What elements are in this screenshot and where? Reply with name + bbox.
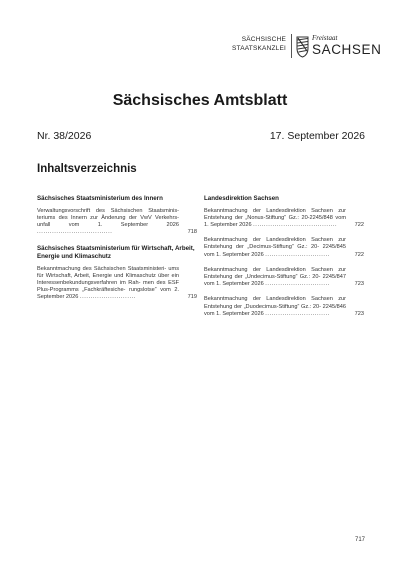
toc-entry-text: vom 1. September 2026 bbox=[204, 214, 346, 228]
toc-entry-text: zur Entstehung der „Undecimus-Stiftung“ Gz.: 20- bbox=[204, 266, 346, 281]
page-number: 717 bbox=[355, 537, 366, 543]
toc-section-heading: Landesdirektion Sachsen bbox=[204, 195, 279, 202]
toc-section bbox=[204, 195, 364, 318]
toc-page-number: 723 bbox=[354, 310, 364, 317]
toc-section bbox=[37, 195, 197, 236]
toc-entry-text: Entstehung der „Nonus-Stiftung“ Gz.: 20-2245/848 bbox=[204, 214, 333, 221]
toc-page-number: 722 bbox=[354, 222, 364, 228]
toc-entry-text: zur Entstehung der „Decimus-Stiftung“ Gz.: 20- bbox=[204, 237, 346, 251]
toc-entry-text: Bekanntmachung der Landesdirektion Sachsen bbox=[204, 266, 333, 273]
toc-entry[interactable] bbox=[37, 266, 197, 302]
toc-entry[interactable] bbox=[204, 208, 364, 230]
toc-entry-text: Bekanntmachung der Landesdirektion Sachsen bbox=[204, 237, 333, 244]
toc-page-number: 723 bbox=[354, 281, 364, 288]
toc-page-number: 722 bbox=[354, 251, 364, 258]
toc-section bbox=[37, 245, 197, 301]
staatskanzlei-logo bbox=[232, 33, 382, 59]
page-title: Sächsisches Amtsblatt bbox=[112, 92, 288, 109]
sachsen-label: SACHSEN bbox=[312, 42, 382, 57]
toc-leader-dots: .......................... bbox=[79, 294, 136, 301]
toc-page-number: 718 bbox=[187, 229, 197, 236]
staatskanzlei-text bbox=[232, 35, 286, 53]
toc-entry-text: über ein Interessenbekundungsverfahren im Rah- bbox=[37, 272, 180, 286]
staatskanzlei-line-2: STAATSKANZLEI bbox=[232, 45, 287, 52]
toc-entry-text: Bekanntmachung des Sächsischen Staatsministeri- bbox=[37, 265, 167, 272]
toc-entry[interactable] bbox=[204, 296, 364, 318]
toc-entry[interactable] bbox=[204, 237, 364, 259]
toc-entry-text: Bekanntmachung der Landesdirektion Sachsen zur bbox=[204, 207, 346, 214]
toc-entry-text: Bekanntmachung der Landesdirektion Sachsen bbox=[204, 296, 333, 303]
toc-page-number: 719 bbox=[187, 294, 197, 301]
toc-entry-text: unfall vom 1. September 2026 bbox=[37, 222, 179, 228]
saxony-coat-of-arms-icon bbox=[296, 34, 309, 58]
toc-left-column bbox=[37, 195, 197, 311]
toc-leader-dots: ................................... bbox=[37, 229, 113, 236]
toc-entry[interactable] bbox=[37, 208, 197, 237]
toc-leader-dots: .............................. bbox=[265, 310, 330, 317]
toc-leader-dots: .............................. bbox=[265, 281, 330, 288]
toc-entry[interactable] bbox=[204, 267, 364, 289]
toc-entry-text: ums für Wirtschaft, Arbeit, Energie und Klimaschutz bbox=[37, 265, 179, 279]
toc-leader-dots: .............................. bbox=[265, 251, 330, 258]
toc-leader-dots: ....................................... bbox=[253, 222, 338, 228]
toc-entry-text: 2245/845 vom 1. September 2026 bbox=[204, 244, 346, 258]
toc-entry-text: 2245/846 vom 1. September 2026 bbox=[204, 303, 346, 317]
toc-entry-text: 2245/847 vom 1. September 2026 bbox=[204, 274, 346, 288]
issue-date: 17. September 2026 bbox=[269, 130, 365, 142]
logo-divider bbox=[291, 34, 292, 58]
toc-right-column bbox=[204, 195, 364, 327]
toc-entry-text: Verwaltungsvorschrift des Sächsischen Staatsminis- bbox=[37, 207, 179, 214]
issue-number: Nr. 38/2026 bbox=[37, 130, 92, 142]
toc-section-heading: Sächsisches Staatsministerium des Innern bbox=[37, 195, 163, 202]
freistaat-label: Freistaat bbox=[312, 34, 338, 42]
toc-entry-text: men des ESF Plus-Programms „Fachkräftesiche- bbox=[37, 280, 179, 294]
toc-section-heading: Sächsisches Staatsministerium für Wirtschaft, Arbeit, Energie und Klimaschutz bbox=[37, 245, 195, 260]
toc-heading: Inhaltsverzeichnis bbox=[37, 163, 137, 175]
toc-entry-text: rungslotse“ vom 2. September 2026 bbox=[37, 287, 179, 301]
toc-entry-text: zur Entstehung der „Duodecimus-Stiftung“ Gz.: 20- bbox=[204, 296, 346, 310]
staatskanzlei-line-1: SÄCHSISCHE bbox=[241, 36, 286, 43]
toc-entry-text: teriums des Innern zur Änderung der VwV Verkehrs- bbox=[37, 214, 179, 221]
